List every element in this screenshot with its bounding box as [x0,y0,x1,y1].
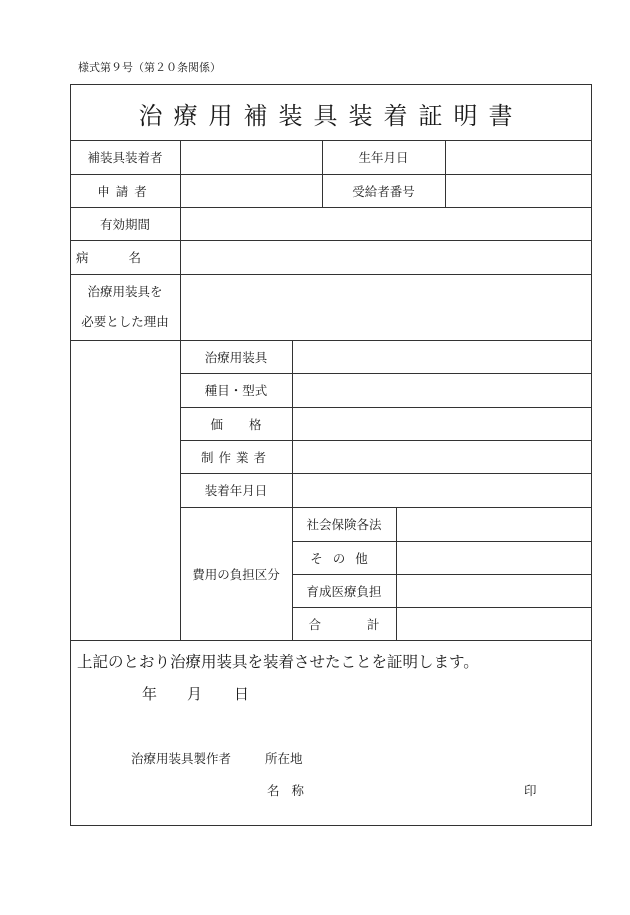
upbringing-medical-label [292,574,396,607]
device-label [180,340,292,373]
wearer-label-text: 補装具装着者 [87,150,163,165]
certificate-title-text: 治療用補装具装着証明書 [138,101,524,130]
total-label-text: 合計 [308,616,426,632]
wearer-label [70,140,180,174]
birthdate-label-text: 生年月日 [358,150,409,165]
device-label-text: 治療用装具 [204,349,268,365]
upbringing-medical-label-text: 育成医療負担 [306,583,382,599]
reason-label-line2: 必要とした理由 [81,314,169,329]
recipient-number-label-text: 受給者番号 [352,183,415,199]
address-label: 所在地 [265,751,303,766]
recipient-number-label [322,174,445,207]
seal-mark: 印 [524,783,537,798]
maker-label [180,440,292,473]
reason-label [70,274,180,340]
divider [445,140,446,207]
cost-burden-label [180,507,292,640]
price-label-text: 価格 [210,416,288,432]
name-label: 名称 [267,783,317,798]
maker-heading: 治療用装具製作者 [131,751,232,766]
year-label: 年 [142,685,158,703]
reason-label-line1: 治療用装具を [87,284,163,299]
maker-label-text: 制作業者 [200,449,271,465]
disease-label-text: 病名 [76,250,182,265]
fitting-date-label [180,473,292,507]
disease-label [70,240,180,274]
price-label [180,407,292,440]
divider [70,340,592,341]
type-model-label-text: 種目・型式 [204,383,268,398]
applicant-label-text: 申請者 [97,183,153,199]
certification-statement: 上記のとおり治療用装具を装着させたことを証明します。 [77,653,479,671]
month-label: 月 [187,685,203,703]
fitting-date-label-text: 装着年月日 [204,483,268,498]
applicant-label [70,174,180,207]
day-label: 日 [234,685,250,703]
other-label [292,541,396,574]
type-model-label [180,373,292,407]
divider [70,640,592,641]
total-label [292,607,426,640]
social-insurance-label-text: 社会保険各法 [306,517,382,532]
cost-burden-label-text: 費用の負担区分 [192,566,280,582]
certificate-title [70,86,592,140]
other-label-text: その他 [310,550,378,566]
form-number: 様式第９号（第２０条関係） [78,61,221,74]
birthdate-label [322,140,445,174]
validity-label [70,207,180,240]
validity-label-text: 有効期間 [99,216,150,232]
social-insurance-label [292,507,396,541]
